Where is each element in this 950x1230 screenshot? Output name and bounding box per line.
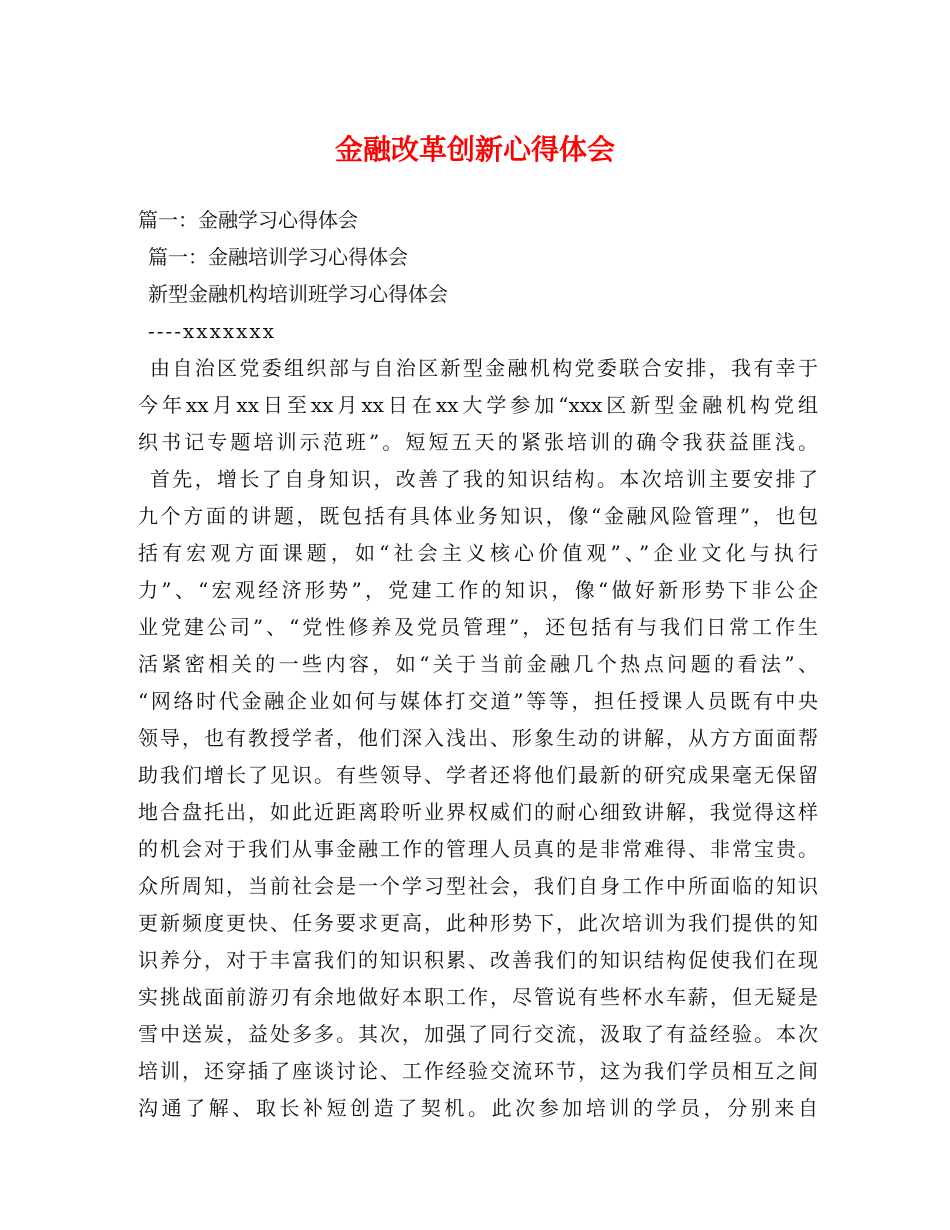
text-line: 活紧密相关的一些内容，如“关于当前金融几个热点问题的看法”、	[138, 652, 818, 676]
text-line: 今年xx月xx日至xx月xx日在xx大学参加“xxx区新型金融机构党组	[138, 393, 818, 417]
text-line: “网络时代金融企业如何与媒体打交道”等等，担任授课人员既有中央	[138, 689, 818, 713]
text-line-heading-3: 新型金融机构培训班学习心得体会	[148, 282, 448, 306]
document-body	[138, 202, 818, 1127]
text-line: 首先，增长了自身知识，改善了我的知识结构。本次培训主要安排了	[150, 467, 818, 491]
text-line: 织书记专题培训示范班”。短短五天的紧张培训的确令我获益匪浅。	[138, 430, 818, 454]
text-line-heading-2: 篇一：金融培训学习心得体会	[148, 245, 408, 269]
text-line: 雪中送炭，益处多多。其次，加强了同行交流，汲取了有益经验。本次	[138, 1022, 818, 1046]
text-line: 业党建公司”、“党性修养及党员管理”，还包括有与我们日常工作生	[138, 615, 818, 639]
text-line: 括有宏观方面课题，如“社会主义核心价值观”、”企业文化与执行	[138, 541, 818, 565]
text-line: 实挑战面前游刃有余地做好本职工作，尽管说有些杯水车薪，但无疑是	[138, 985, 818, 1009]
text-line: 由自治区党委组织部与自治区新型金融机构党委联合安排，我有幸于	[150, 356, 818, 380]
text-line-heading-1: 篇一：金融学习心得体会	[138, 208, 358, 232]
text-line: 的机会对于我们从事金融工作的管理人员真的是非常难得、非常宝贵。	[138, 837, 818, 861]
document-title: 金融改革创新心得体会	[334, 133, 615, 166]
text-line: 领导，也有教授学者，他们深入浅出、形象生动的讲解，从方方面面帮	[138, 726, 818, 750]
text-line: 沟通了解、取长补短创造了契机。此次参加培训的学员，分别来自	[138, 1096, 818, 1120]
text-line: 识养分，对于丰富我们的知识积累、改善我们的知识结构促使我们在现	[138, 948, 818, 972]
text-line: 助我们增长了见识。有些领导、学者还将他们最新的研究成果毫无保留	[138, 763, 818, 787]
text-line: 力”、“宏观经济形势”，党建工作的知识，像“做好新形势下非公企	[138, 578, 818, 602]
text-line: 更新频度更快、任务要求更高，此种形势下，此次培训为我们提供的知	[138, 911, 818, 935]
text-line: 九个方面的讲题，既包括有具体业务知识，像“金融风险管理”，也包	[138, 504, 818, 528]
text-line: 地合盘托出，如此近距离聆听业界权威们的耐心细致讲解，我觉得这样	[138, 800, 818, 824]
text-line: 众所周知，当前社会是一个学习型社会，我们自身工作中所面临的知识	[138, 874, 818, 898]
text-line-author: ----xxxxxxx	[148, 319, 276, 343]
text-line: 培训，还穿插了座谈讨论、工作经验交流环节，这为我们学员相互之间	[138, 1059, 818, 1083]
